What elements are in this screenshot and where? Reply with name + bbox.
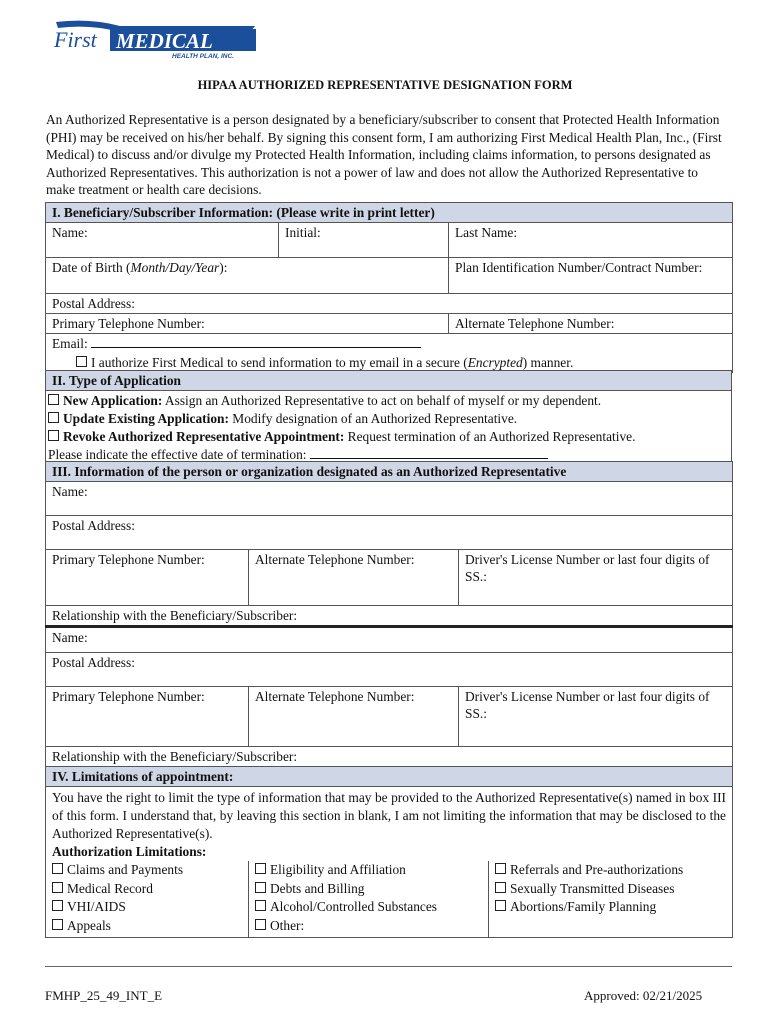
limit-vhi-aids[interactable] <box>52 898 242 917</box>
rep1-name-field[interactable]: Name: <box>46 482 733 516</box>
referrals-checkbox[interactable] <box>495 863 506 874</box>
rep2-primary-phone-field[interactable]: Primary Telephone Number: <box>46 687 249 747</box>
new-application-text: Assign an Authorized Representative to act on behalf of myself or my dependent. <box>162 393 602 408</box>
email-consent-encrypted: Encrypted <box>467 355 523 370</box>
limit-eligibility[interactable] <box>255 861 482 880</box>
section-4-table <box>45 766 733 938</box>
beneficiary-dob-field[interactable] <box>46 258 449 294</box>
beneficiary-initial-field[interactable]: Initial: <box>279 223 449 258</box>
alcohol-substances-checkbox[interactable] <box>255 900 266 911</box>
application-type-options <box>46 391 732 466</box>
limitations-paragraph: You have the right to limit the type of information that may be provided to the Authorized Representative(s) named in box III of this form. I understand that, by leaving this section in blank, I am not limiting the information that may be disclosed to the Authorized Representative(s). <box>52 790 726 841</box>
rep1-postal-field[interactable]: Postal Address: <box>46 516 733 550</box>
email-label: Email: <box>52 336 88 351</box>
other-checkbox[interactable] <box>255 919 266 930</box>
new-application-label: New Application: <box>63 393 163 408</box>
eligibility-checkbox[interactable] <box>255 863 266 874</box>
limitations-text <box>46 787 733 862</box>
option-update-application[interactable] <box>48 410 725 428</box>
rep2-relationship-field[interactable]: Relationship with the Beneficiary/Subscriber: <box>46 747 733 767</box>
dob-format: Month/Day/Year <box>130 260 220 275</box>
logo-tagline: HEALTH PLAN, INC. <box>172 53 234 60</box>
dob-label: Date of Birth ( <box>52 260 131 275</box>
rep1-primary-phone-field[interactable]: Primary Telephone Number: <box>46 550 249 606</box>
appeals-label: Appeals <box>67 917 111 933</box>
std-label: Sexually Transmitted Diseases <box>510 880 675 896</box>
section-1-table <box>45 202 733 373</box>
other-label: Other: <box>270 917 305 933</box>
limitations-col-1 <box>46 861 249 938</box>
form-code: FMHP_25_49_INT_E <box>45 988 163 1003</box>
std-checkbox[interactable] <box>495 882 506 893</box>
debts-billing-checkbox[interactable] <box>255 882 266 893</box>
email-consent-checkbox[interactable] <box>76 356 87 367</box>
abortions-checkbox[interactable] <box>495 900 506 911</box>
section-4-header: IV. Limitations of appointment: <box>46 767 733 787</box>
revoke-appointment-label: Revoke Authorized Representative Appointment: <box>63 429 345 444</box>
rep2-alt-phone-field[interactable]: Alternate Telephone Number: <box>249 687 459 747</box>
rep2-postal-field[interactable]: Postal Address: <box>46 653 733 687</box>
beneficiary-primary-phone-field[interactable]: Primary Telephone Number: <box>46 314 449 334</box>
new-application-checkbox[interactable] <box>48 394 59 405</box>
update-application-label: Update Existing Application: <box>63 411 229 426</box>
dob-label-end: ): <box>219 260 228 275</box>
section-2-header: II. Type of Application <box>46 371 732 391</box>
update-application-text: Modify designation of an Authorized Representative. <box>228 411 518 426</box>
beneficiary-name-field[interactable]: Name: <box>46 223 279 258</box>
update-application-checkbox[interactable] <box>48 412 59 423</box>
rep1-license-field[interactable]: Driver's License Number or last four digits of SS.: <box>459 550 733 606</box>
claims-payments-label: Claims and Payments <box>67 862 184 877</box>
limit-alcohol-substances[interactable] <box>255 898 482 917</box>
rep1-relationship-field[interactable]: Relationship with the Beneficiary/Subscriber: <box>46 606 733 627</box>
email-input-line[interactable] <box>91 335 421 348</box>
limit-debts-billing[interactable] <box>255 880 482 899</box>
option-new-application[interactable] <box>48 392 725 410</box>
section-3-table <box>45 461 733 767</box>
medical-record-checkbox[interactable] <box>52 882 63 893</box>
limit-medical-record[interactable] <box>52 880 242 899</box>
beneficiary-last-name-field[interactable]: Last Name: <box>449 223 733 258</box>
appeals-checkbox[interactable] <box>52 919 63 930</box>
beneficiary-email-row <box>46 334 733 354</box>
revoke-appointment-text: Request termination of an Authorized Representative. <box>344 429 636 444</box>
footer-divider <box>45 966 732 967</box>
abortions-label: Abortions/Family Planning <box>510 899 657 914</box>
form-title: HIPAA AUTHORIZED REPRESENTATIVE DESIGNATION FORM <box>197 78 573 92</box>
limit-claims-payments[interactable] <box>52 861 242 880</box>
beneficiary-alt-phone-field[interactable]: Alternate Telephone Number: <box>449 314 733 334</box>
logo-word-medical: MEDICAL <box>116 29 213 53</box>
logo-word-first: First <box>54 27 97 52</box>
beneficiary-postal-field[interactable]: Postal Address: <box>46 294 733 314</box>
rep1-alt-phone-field[interactable]: Alternate Telephone Number: <box>249 550 459 606</box>
rep2-name-field[interactable]: Name: <box>46 627 733 653</box>
section-1-header: I. Beneficiary/Subscriber Information: (Please write in print letter) <box>46 203 733 223</box>
claims-payments-checkbox[interactable] <box>52 863 63 874</box>
option-revoke-appointment[interactable] <box>48 428 725 446</box>
section-3-header: III. Information of the person or organization designated as an Authorized Representative <box>46 462 733 482</box>
eligibility-label: Eligibility and Affiliation <box>270 862 406 877</box>
intro-paragraph: An Authorized Representative is a person designated by a beneficiary/subscriber to consent that Protected Health Information (PHI) may be received on his/her behalf. By signing this consent form, I am authorizing First Medical Health Plan, Inc., (First Medical) to discuss and/or divulge my Protected Health Information, including claims information, to persons designated as Authorized Representatives. This authorization is not a power of law and does not allow the Authorized Representative to make treatment or health care decisions. <box>46 112 722 198</box>
first-medical-logo <box>50 20 260 60</box>
limit-appeals[interactable] <box>52 917 242 936</box>
limit-std[interactable] <box>495 880 726 899</box>
plan-id-field[interactable]: Plan Identification Number/Contract Number: <box>449 258 733 294</box>
section-2-table <box>45 370 732 466</box>
debts-billing-label: Debts and Billing <box>270 880 365 896</box>
referrals-label: Referrals and Pre-authorizations <box>510 862 684 877</box>
email-consent-text: I authorize First Medical to send information to my email in a secure ( <box>91 355 468 370</box>
rep2-license-field[interactable]: Driver's License Number or last four digits of SS.: <box>459 687 733 747</box>
authorization-limitations-title: Authorization Limitations: <box>52 844 207 859</box>
limit-abortions[interactable] <box>495 898 726 917</box>
approved-date: Approved: 02/21/2025 <box>584 988 703 1003</box>
vhi-aids-checkbox[interactable] <box>52 900 63 911</box>
limitations-col-3 <box>489 861 733 938</box>
limitations-col-2 <box>249 861 489 938</box>
vhi-aids-label: VHI/AIDS <box>67 899 126 914</box>
email-consent-end: ) manner. <box>522 355 574 370</box>
limit-other[interactable] <box>255 917 482 936</box>
limit-referrals[interactable] <box>495 861 726 880</box>
termination-date-line[interactable] <box>310 446 548 459</box>
alcohol-substances-label: Alcohol/Controlled Substances <box>270 899 437 914</box>
revoke-appointment-checkbox[interactable] <box>48 430 59 441</box>
medical-record-label: Medical Record <box>67 880 153 896</box>
termination-date-label: Please indicate the effective date of termination: <box>48 447 307 462</box>
